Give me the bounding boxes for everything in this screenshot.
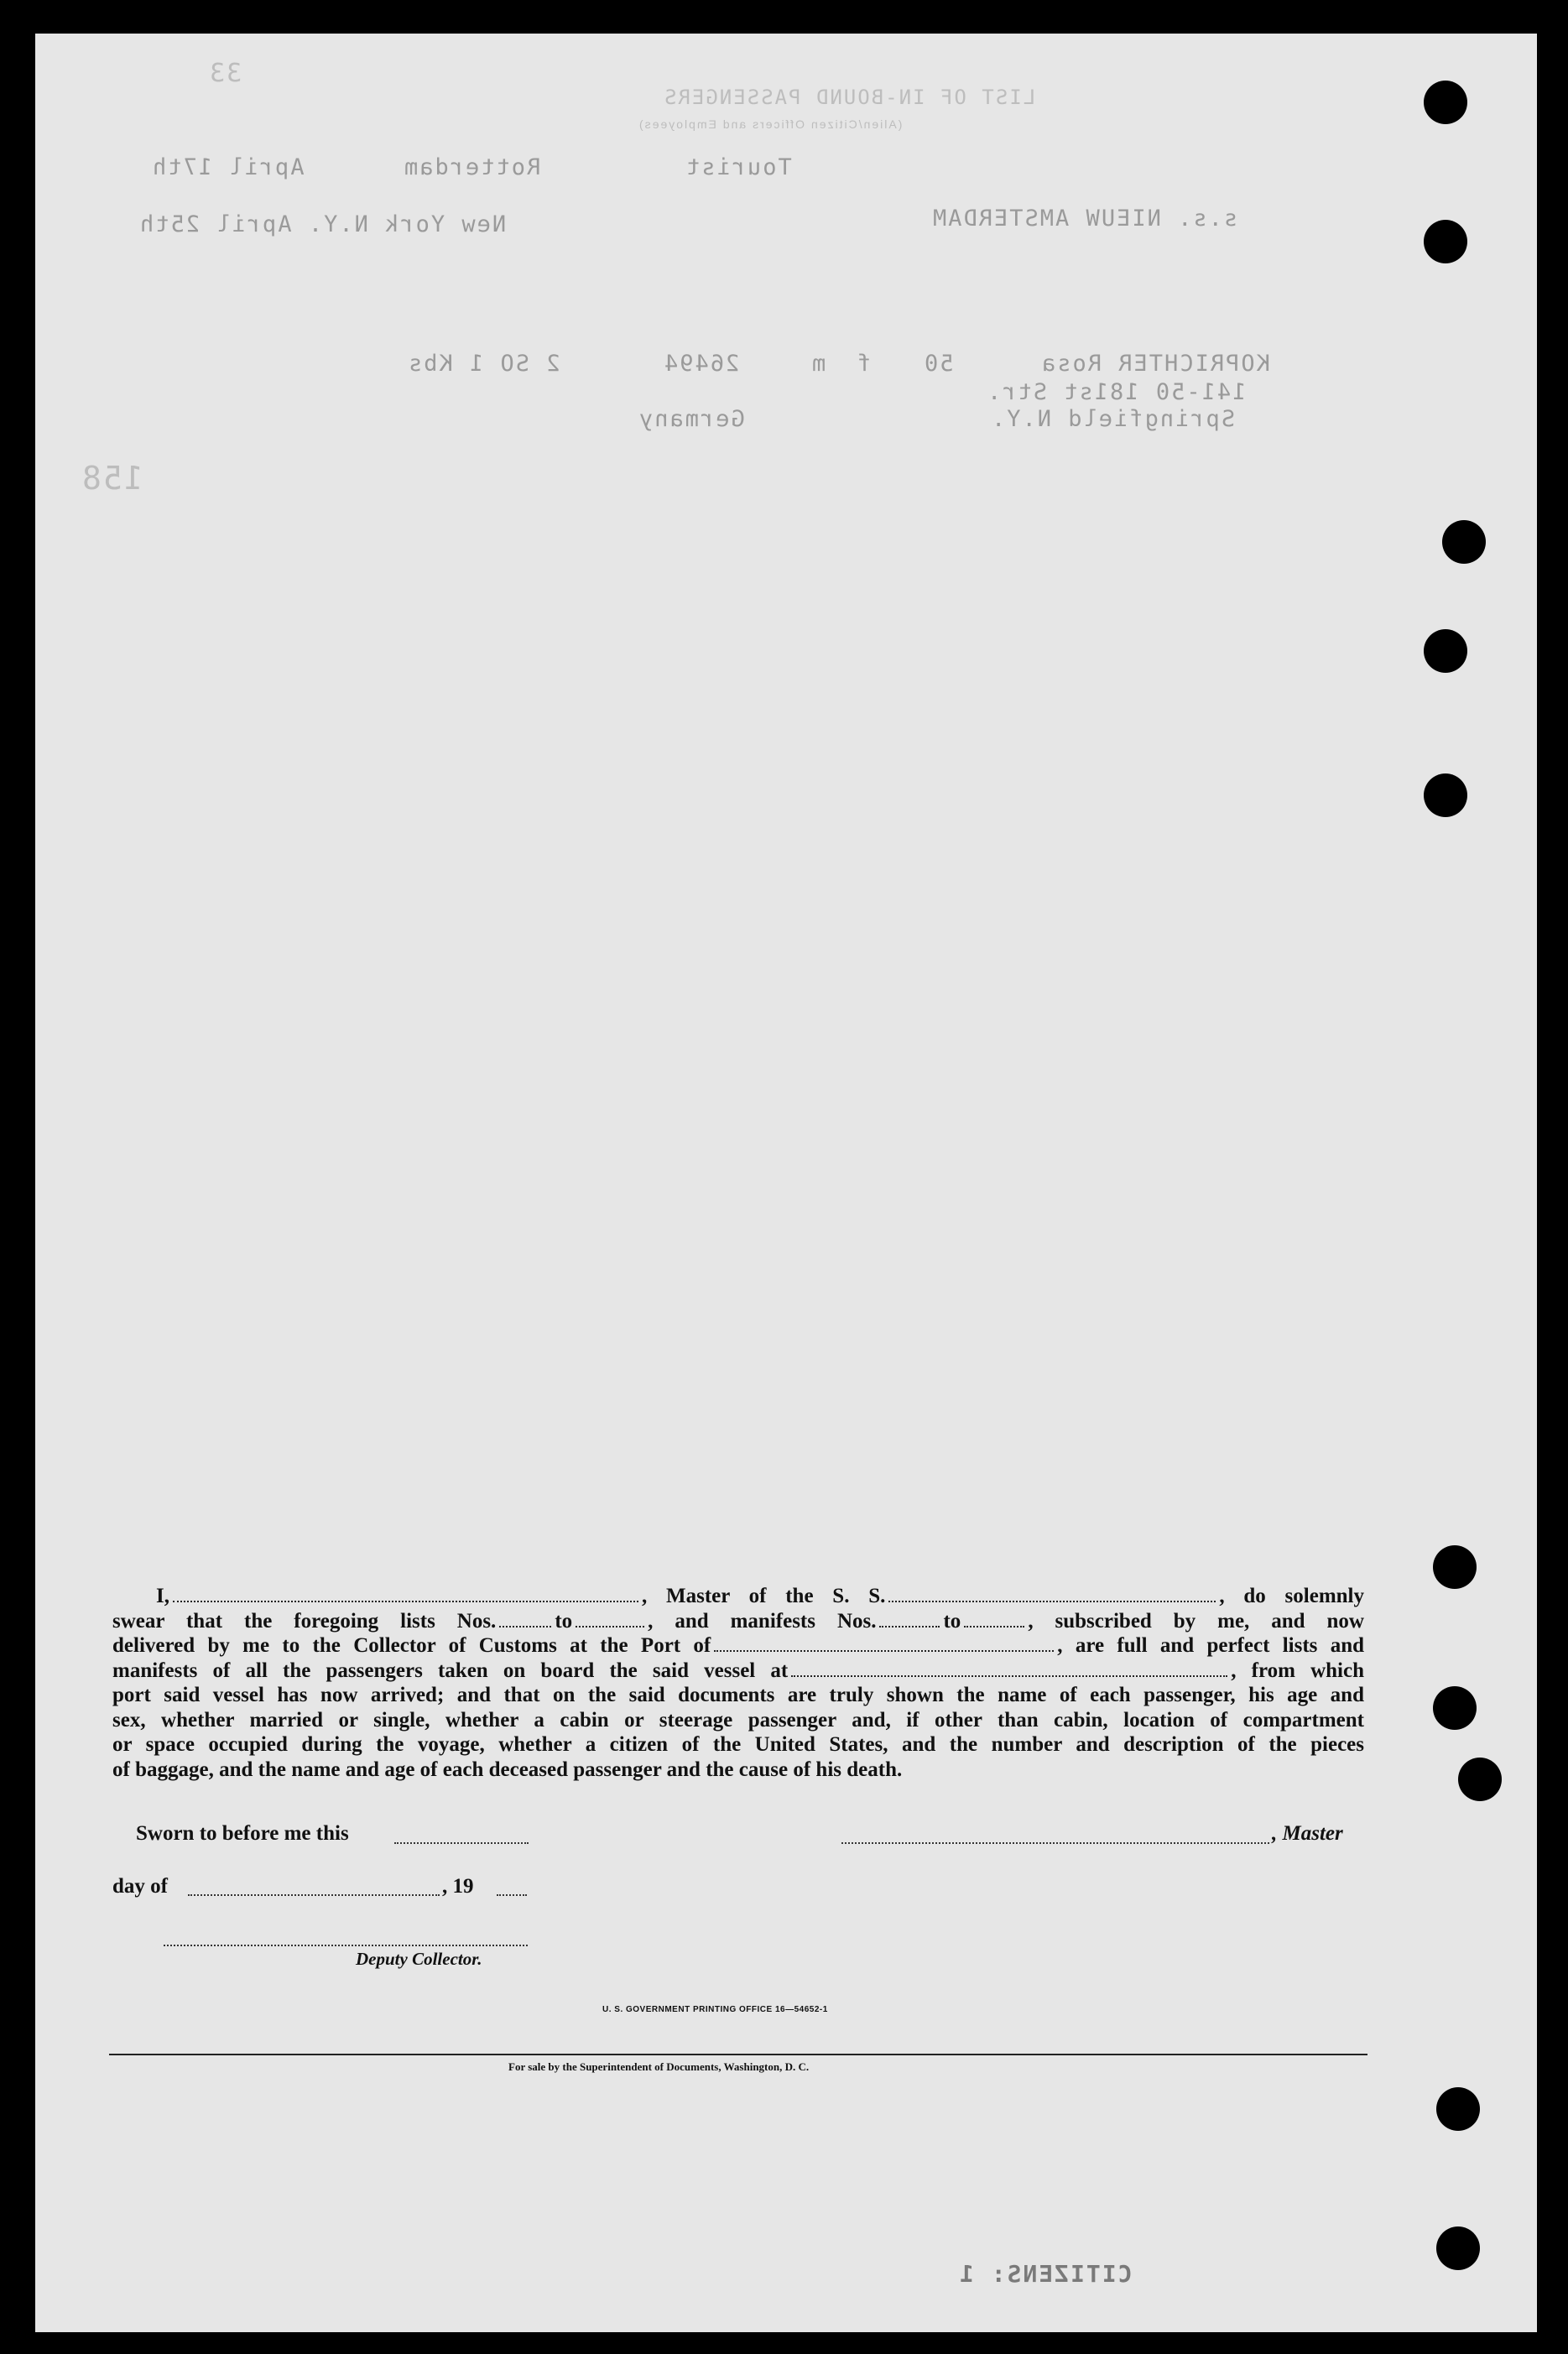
bleed-stamp-number: 158 [81,460,143,497]
oath-line-5: port said vessel has now arrived; and that on the said documents are truly shown the name of each passenger, his age and [112,1684,1364,1706]
blank-list-from[interactable] [499,1611,551,1627]
bleed-marital: m [810,351,826,377]
punch-hole [1424,629,1467,673]
bleed-number: 26494 [663,351,740,377]
oath-line-4: manifests of all the passengers taken on board the said vessel at , from which [112,1659,1364,1682]
punch-hole [1433,1545,1477,1589]
day-of-label: day of [112,1875,168,1898]
blank-year[interactable] [497,1894,527,1896]
oath-line-6: sex, whether married or single, whether a cabin or steerage passenger and, if other than cabin, location of compartment [112,1708,1364,1732]
oath-line-7: or space occupied during the voyage, whether a citizen of the United States, and the number and description of the pieces [112,1733,1364,1756]
bleed-class: Tourist [685,154,792,180]
oath-paragraph [112,1584,1364,1782]
bleed-ship: s.s. NIEUW AMSTERDAM [931,206,1238,232]
bleed-baggage: 2 SO 1 Kbs [407,351,560,377]
bleed-age: 50 [923,351,954,377]
bleed-bottom-stamp: CITIZENS: 1 [958,2260,1133,2288]
master-label: , Master [1272,1822,1343,1845]
bleed-birthplace: Germany [638,406,745,432]
sale-notice: For sale by the Superintendent of Documents, Washington, D. C. [508,2060,810,2073]
oath-line-8: of baggage, and the name and age of each deceased passenger and the cause of his death. [112,1758,903,1781]
blank-day-of[interactable] [188,1894,440,1896]
deputy-collector-label: Deputy Collector. [356,1949,482,1969]
oath-line-3: delivered by me to the Collector of Customs at the Port of , are full and perfect lists and [112,1634,1365,1657]
blank-deputy-signature[interactable] [164,1945,528,1946]
blank-sworn-date[interactable] [394,1842,529,1844]
bleed-passenger-name: KOPRICHTER Rosa [1040,351,1270,377]
bleed-header-title: LIST OF IN-BOUND PASSENGERS [663,86,1036,109]
punch-hole [1436,2087,1480,2131]
punch-hole [1424,773,1467,817]
bleed-address-2: Springfield N.Y. [990,406,1236,432]
bleed-arrival: New York N.Y. April 25th [138,211,507,237]
punch-hole [1442,520,1486,564]
punch-hole [1433,1686,1477,1730]
blank-port[interactable] [714,1635,1054,1652]
punch-hole [1424,220,1467,263]
punch-hole [1458,1758,1502,1801]
blank-manifest-from[interactable] [879,1611,940,1627]
blank-master-name[interactable] [173,1586,638,1602]
gpo-imprint: U. S. GOVERNMENT PRINTING OFFICE 16—54652-1 [602,2005,828,2014]
bleed-address-1: 141-50 181st Str. [986,379,1247,405]
blank-list-to[interactable] [576,1611,644,1627]
punch-hole [1436,2226,1480,2270]
bleed-date-sailed: April 17th [151,154,305,180]
blank-ship-name[interactable] [888,1586,1216,1602]
bleed-sex: f [856,351,872,377]
paper-sheet [35,34,1537,2332]
year-label: , 19 [442,1875,474,1898]
footer-rule [109,2054,1367,2055]
oath-line-1: I, , Master of the S. S. , do solemnly [156,1585,1364,1607]
blank-departure-port[interactable] [791,1660,1227,1677]
bleed-page-marker: 33 [208,59,242,88]
oath-line-2: swear that the foregoing lists Nos. to , and manifests Nos. to , subscribed by me, and now [112,1609,1364,1633]
bleed-port: Rotterdam [403,154,541,180]
bleed-header-sub: (Alien/Citizen Officers and Employees) [638,117,903,131]
blank-master-signature[interactable] [841,1842,1269,1844]
punch-hole [1424,81,1467,124]
blank-manifest-to[interactable] [964,1611,1024,1627]
sworn-label: Sworn to before me this [136,1822,349,1845]
